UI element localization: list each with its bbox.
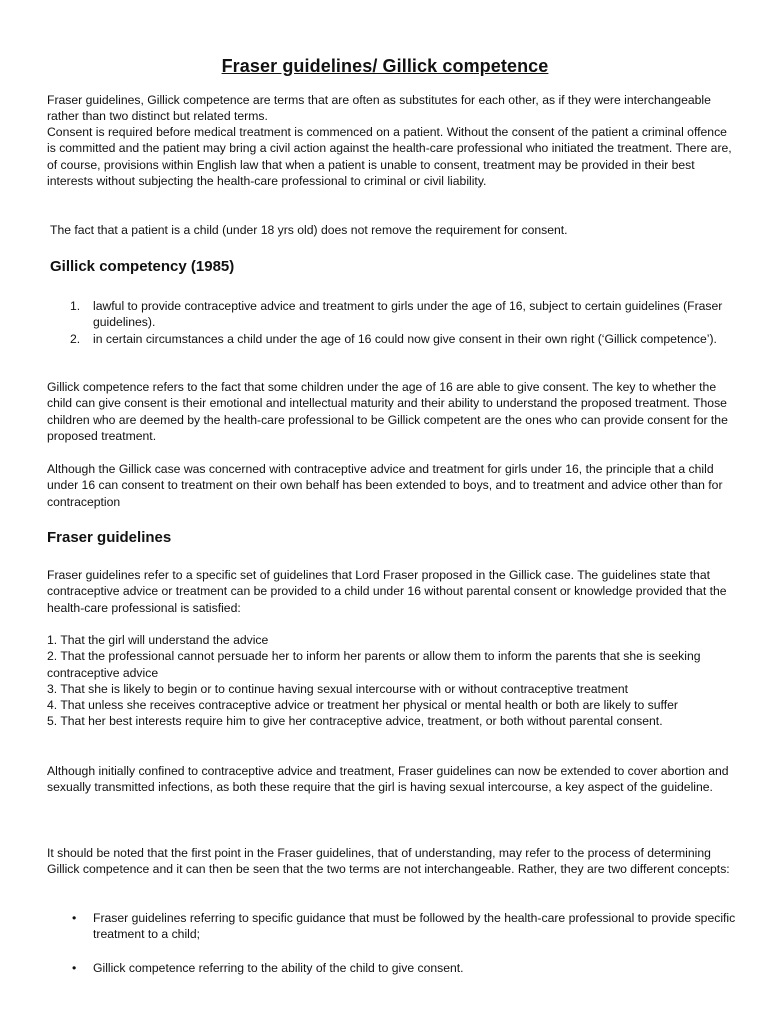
fraser-point: 2. That the professional cannot persuade her to inform her parents or allow them to inform the parents that she is seeking contraceptive advice [47, 649, 701, 680]
page-title: Fraser guidelines/ Gillick competence [221, 56, 549, 77]
fraser-points [47, 632, 737, 730]
list-item-text: Fraser guidelines referring to specific guidance that must be followed by the health-care professional to provide specific treatment to a child; [93, 911, 736, 942]
fraser-point: 1. That the girl will understand the advice [47, 633, 269, 647]
fraser-point: 3. That she is likely to begin or to continue having sexual intercourse with or without contraceptive treatment [47, 681, 629, 696]
gillick-heading: Gillick competency (1985) [50, 258, 235, 275]
bullet-icon: • [72, 961, 77, 975]
intro-paragraph-1: Fraser guidelines, Gillick competence are terms that are often as substitutes for each other, as if they were interchangeable rather than two distinct but related terms. [47, 93, 711, 124]
list-item [47, 960, 737, 976]
gillick-paragraph-1: Gillick competence refers to the fact that some children under the age of 16 are able to give consent. The key to whether the child can give consent is their emotional and intellectual maturity and their ability to understand the proposed treatment. Those children who are deemed by the health-care professional to be Gillick competent are the ones who can provide consent for the proposed treatment. [47, 380, 728, 443]
list-item [47, 910, 737, 943]
list-item-text: Gillick competence referring to the ability of the child to give consent. [93, 961, 464, 975]
intro-paragraph-2: Consent is required before medical treatment is commenced on a patient. Without the consent of the patient a criminal offence is committed and the patient may bring a civil action against the health-care professional who initiated the treatment. There are, of course, provisions within English law that when a patient is unable to consent, treatment may be provided in their best interests without subjecting the health-care professional to criminal or civil liability. [47, 125, 732, 188]
list-item-text: in certain circumstances a child under the age of 16 could now give consent in their own right (‘Gillick competence’). [93, 331, 717, 346]
list-item-text: lawful to provide contraceptive advice and treatment to girls under the age of 16, subject to certain guidelines (Fraser guidelines). [93, 299, 723, 330]
bullet-icon: • [72, 911, 77, 925]
concepts-bullet-list-2 [47, 960, 737, 976]
list-number: 1. [70, 299, 81, 313]
fraser-paragraph-3: It should be noted that the first point in the Fraser guidelines, that of understanding, may refer to the process of determining Gillick competence and it can then be seen that the two terms are not interchangeable. Rather, they are two different concepts: [47, 846, 730, 877]
intro-paragraph-3: The fact that a patient is a child (under 18 yrs old) does not remove the requirement for consent. [50, 223, 568, 237]
fraser-heading: Fraser guidelines [47, 529, 172, 546]
fraser-paragraph-2: Although initially confined to contraceptive advice and treatment, Fraser guidelines can now be extended to cover abortion and sexually transmitted infections, as both these require that the girl is having sexual intercourse, a key aspect of the guideline. [47, 764, 729, 795]
gillick-paragraph-2: Although the Gillick case was concerned with contraceptive advice and treatment for girls under 16, the principle that a child under 16 can consent to treatment on their own behalf has been extended to boys, and to treatment and advice other than for contraception [47, 462, 723, 509]
concepts-bullet-list [47, 910, 737, 943]
list-number: 2. [70, 331, 81, 346]
fraser-point: 4. That unless she receives contraceptive advice or treatment her physical or mental health or both are likely to suffer [47, 698, 678, 713]
fraser-point: 5. That her best interests require him to give her contraceptive advice, treatment, or both without parental consent. [47, 714, 663, 729]
list-item [47, 298, 737, 331]
fraser-paragraph-1: Fraser guidelines refer to a specific set of guidelines that Lord Fraser proposed in the Gillick case. The guidelines state that contraceptive advice or treatment can be provided to a child under 16 without parental consent or knowledge provided that the health-care professional is satisfied: [47, 568, 727, 615]
gillick-list [47, 298, 737, 347]
list-item [47, 331, 737, 347]
